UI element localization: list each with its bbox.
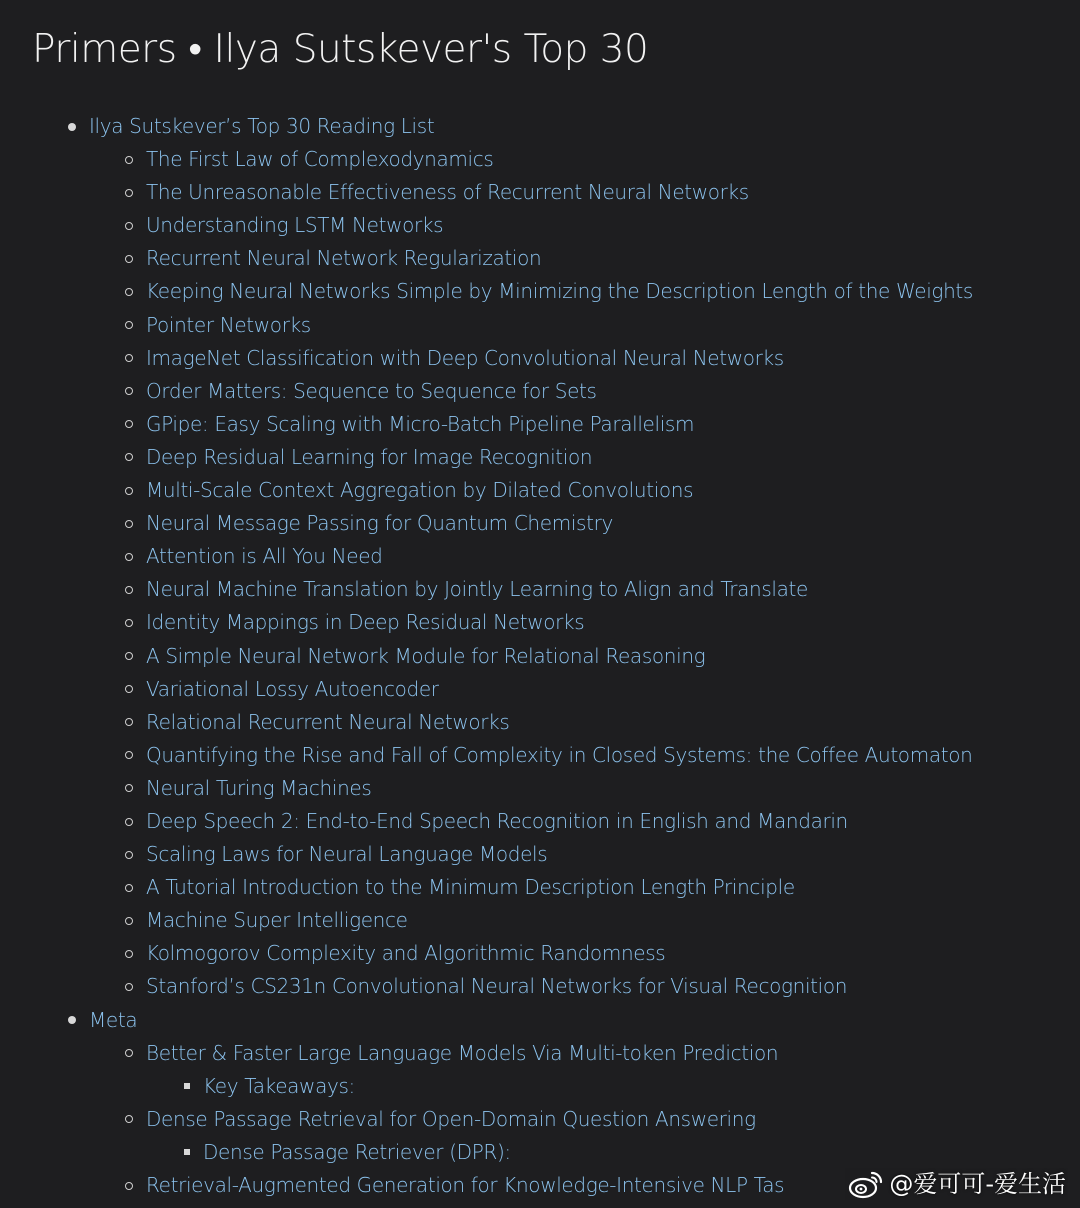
toc-link[interactable]: Attention is All You Need [146,544,383,569]
toc-item [0,342,1080,375]
toc-item [0,1037,1080,1070]
circle-bullet-icon [125,354,133,362]
toc-link[interactable]: Relational Recurrent Neural Networks [146,709,510,734]
toc-link[interactable]: GPipe: Easy Scaling with Micro-Batch Pipeline Parallelism [146,411,695,436]
toc-item [0,143,1080,176]
disc-bullet-icon [68,123,76,131]
toc-item [0,209,1080,242]
toc-item [0,772,1080,805]
toc-item [0,640,1080,673]
toc-link[interactable]: Dense Passage Retriever (DPR): [203,1139,511,1164]
toc-link[interactable]: Neural Message Passing for Quantum Chemistry [146,511,613,536]
toc-link[interactable]: Stanford’s CS231n Convolutional Neural Networks for Visual Recognition [146,974,848,999]
circle-bullet-icon [125,520,133,528]
toc-link[interactable]: Scaling Laws for Neural Language Models [146,842,548,867]
toc-subitem [0,1070,1080,1103]
toc-link[interactable]: Keeping Neural Networks Simple by Minimizing the Description Length of the Weights [146,279,973,304]
circle-bullet-icon [125,553,133,561]
circle-bullet-icon [125,1182,133,1190]
circle-bullet-icon [125,983,133,991]
toc-link[interactable]: Better & Faster Large Language Models Via Multi-token Prediction [146,1040,779,1065]
toc-link[interactable]: Quantifying the Rise and Fall of Complexity in Closed Systems: the Coffee Automaton [146,742,973,767]
toc-item [0,871,1080,904]
toc-link[interactable]: Recurrent Neural Network Regularization [146,246,542,271]
weibo-icon [847,1169,885,1199]
toc-item [0,606,1080,639]
toc-link[interactable]: Key Takeaways: [203,1073,355,1098]
circle-bullet-icon [125,652,133,660]
toc-link[interactable]: Identity Mappings in Deep Residual Networks [146,610,585,635]
toc-item [0,573,1080,606]
circle-bullet-icon [125,321,133,329]
toc-item [0,408,1080,441]
toc-section [0,110,1080,143]
toc-item [0,441,1080,474]
toc-link[interactable]: A Tutorial Introduction to the Minimum Description Length Principle [146,875,795,900]
toc-link[interactable]: Meta [89,1007,138,1032]
toc-link[interactable]: Kolmogorov Complexity and Algorithmic Randomness [146,941,666,966]
circle-bullet-icon [125,156,133,164]
toc-item [0,937,1080,970]
toc-item [0,904,1080,937]
toc-item [0,507,1080,540]
page-title: Primers • Ilya Sutskever's Top 30 [32,27,649,72]
toc-link[interactable]: Neural Turing Machines [146,775,372,800]
toc-link[interactable]: Order Matters: Sequence to Sequence for Sets [146,378,597,403]
circle-bullet-icon [125,288,133,296]
toc-item [0,375,1080,408]
toc-link[interactable]: Dense Passage Retrieval for Open-Domain Question Answering [146,1106,756,1131]
toc-link[interactable]: Multi-Scale Context Aggregation by Dilated Convolutions [146,478,694,503]
toc-link[interactable]: Machine Super Intelligence [146,908,408,933]
toc-item [0,474,1080,507]
toc-link[interactable]: Deep Residual Learning for Image Recognition [146,444,593,469]
toc-item [0,805,1080,838]
circle-bullet-icon [125,950,133,958]
toc-link[interactable]: Pointer Networks [146,312,311,337]
toc-item [0,739,1080,772]
toc-link[interactable]: Ilya Sutskever’s Top 30 Reading List [89,114,435,138]
circle-bullet-icon [125,884,133,892]
toc-link[interactable]: Deep Speech 2: End-to-End Speech Recognition in English and Mandarin [146,808,848,833]
square-bullet-icon [184,1149,190,1155]
circle-bullet-icon [125,619,133,627]
circle-bullet-icon [125,387,133,395]
toc-link[interactable]: A Simple Neural Network Module for Relational Reasoning [146,643,706,668]
circle-bullet-icon [125,685,133,693]
toc-link[interactable]: Understanding LSTM Networks [146,213,444,238]
toc-item [0,540,1080,573]
toc-item [0,275,1080,308]
circle-bullet-icon [125,586,133,594]
toc-item [0,706,1080,739]
square-bullet-icon [184,1083,190,1089]
circle-bullet-icon [125,917,133,925]
toc-link[interactable]: ImageNet Classification with Deep Convolutional Neural Networks [146,345,784,370]
circle-bullet-icon [125,751,133,759]
watermark-text: @爱可可-爱生活 [889,1170,1066,1198]
circle-bullet-icon [125,1115,133,1123]
circle-bullet-icon [125,255,133,263]
toc-item [0,176,1080,209]
toc-link[interactable]: The Unreasonable Effectiveness of Recurrent Neural Networks [146,180,749,205]
circle-bullet-icon [125,222,133,230]
table-of-contents [0,110,1080,1202]
circle-bullet-icon [125,453,133,461]
toc-item [0,673,1080,706]
circle-bullet-icon [125,487,133,495]
circle-bullet-icon [125,851,133,859]
disc-bullet-icon [68,1016,76,1024]
toc-item [0,970,1080,1003]
toc-subitem [0,1136,1080,1169]
watermark [845,1168,1068,1200]
circle-bullet-icon [125,784,133,792]
toc-link[interactable]: Variational Lossy Autoencoder [146,676,439,701]
toc-section [0,1004,1080,1037]
circle-bullet-icon [125,1049,133,1057]
circle-bullet-icon [125,189,133,197]
circle-bullet-icon [125,818,133,826]
toc-item [0,309,1080,342]
toc-link[interactable]: The First Law of Complexodynamics [146,147,494,172]
circle-bullet-icon [125,718,133,726]
toc-item [0,242,1080,275]
toc-link[interactable]: Retrieval-Augmented Generation for Knowledge-Intensive NLP Tas [146,1173,785,1197]
toc-link[interactable]: Neural Machine Translation by Jointly Learning to Align and Translate [146,577,808,602]
circle-bullet-icon [125,420,133,428]
toc-item [0,1103,1080,1136]
toc-item [0,838,1080,871]
